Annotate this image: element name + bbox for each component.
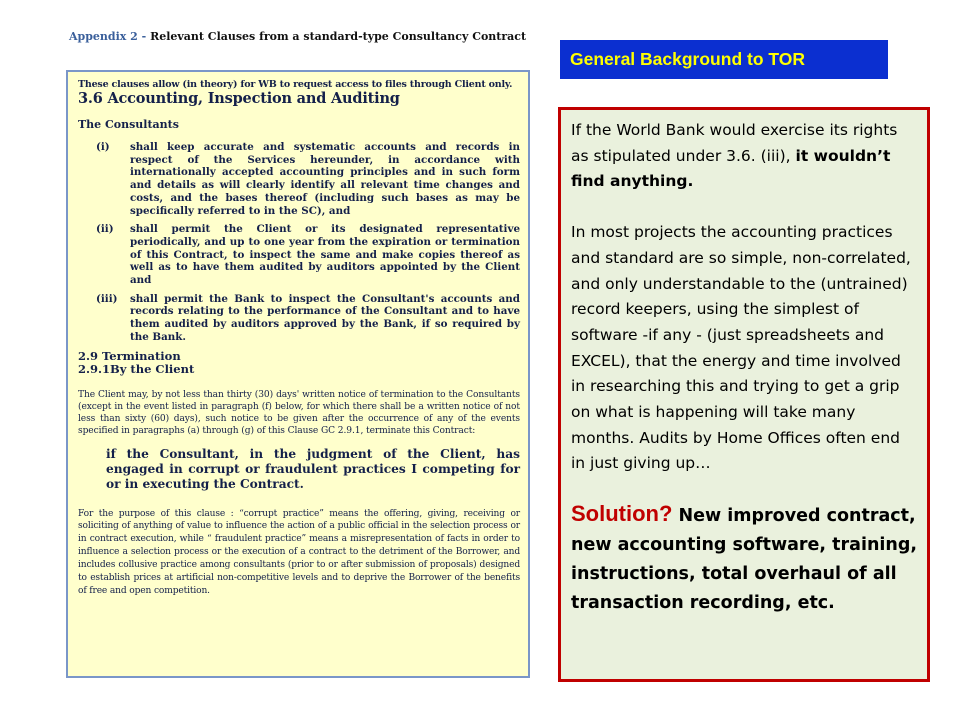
corrupt-practice-quote: if the Consultant, in the judgment of the Client, has engaged in corrupt or fraudulent practices I competing for or in executing the Contract. [106, 446, 520, 491]
solution-text: New improved contract, new accounting software, training, instructions, total overhaul of all transaction recording, etc. [571, 506, 918, 614]
solution-label: Solution? [571, 501, 673, 527]
tor-paragraph-2: In most projects the accounting practices and standard are so simple, non-correlated, and only understandable to the (untrained) record keepers, using the simplest of software -if any - (just spreadsheets and EXCEL), that the energy and time involved in researching this and trying to get a grip on what is happening will take many months. Audits by Home Offices often end in just giving up… [571, 223, 911, 473]
tor-paragraph-1 [571, 118, 918, 195]
termination-text: The Client may, by not less than thirty (30) days' written notice of termination to the Consultants (except in the event listed in paragraph (f) below, for which there shall be a written notice of not less than sixty (60) days), such notice to be given after the occurrence of any of the events specified in paragraphs (a) through (g) of this Clause GC 2.9.1, terminate this Contract: [78, 389, 520, 436]
section-heading: 3.6 Accounting, Inspection and Auditing [78, 90, 400, 107]
tor-info-box [558, 107, 930, 682]
clause-number: (iii) [96, 292, 118, 305]
clause-iii [78, 293, 520, 344]
tor-header: General Background to TOR [560, 40, 888, 79]
termination-heading: 2.9 Termination [78, 348, 181, 363]
clause-text: shall permit the Client or its designated representative periodically, and up to one year from the expiration or termination of this Contract, to inspect the same and make copies thereof as well as to have them audited by auditors appointed by the Client and [130, 223, 520, 287]
appendix-title [69, 30, 526, 43]
clause-number: (ii) [96, 223, 114, 236]
clause-number: (i) [96, 141, 110, 153]
tor-p1-text: If the World Bank would exercise its rights as stipulated under 3.6. (iii), [571, 121, 898, 165]
tor-solution [571, 499, 918, 618]
corrupt-practice-definition: For the purpose of this clause : “corrupt practice” means the offering, giving, receiving or soliciting of anything of value to influence the action of a public official in the selection process or in contract execution, while “ fraudulent practice” means a misrepresentation of facts in order to influence a selection process or the execution of a contract to the detriment of the Borrower, and includes collusive practice among consultants (prior to or after submission of proposals) designed to establish prices at artificial non-competitive levels and to deprive the Borrower of the benefits of free and open competition. [78, 508, 520, 596]
tor-p1-bold: it wouldn’t find anything. [571, 146, 891, 191]
contract-clauses-panel [66, 70, 530, 678]
clause-text: shall permit the Bank to inspect the Consultant's accounts and records relating to the performance of the Consultant and to have them audited by auditors approved by the Bank, if so required by the Bank. [130, 292, 520, 343]
consultants-heading: The Consultants [78, 118, 179, 131]
clauses-note: These clauses allow (in theory) for WB to request access to files through Client only. [78, 79, 513, 90]
appendix-label: Appendix 2 - [69, 30, 147, 43]
termination-subheading: 2.9.1By the Client [78, 361, 195, 376]
clause-text: shall keep accurate and systematic accounts and records in respect of the Services hereunder, in accordance with internationally accepted accounting principles and in such form and details as will clearly identify all relevant time changes and costs, and the bases thereof (including such bases as may be specifically referred to in the SC), and [130, 141, 520, 217]
clause-ii [78, 223, 520, 287]
appendix-title-text: Relevant Clauses from a standard-type Consultancy Contract [146, 30, 527, 43]
clause-i [78, 141, 520, 217]
